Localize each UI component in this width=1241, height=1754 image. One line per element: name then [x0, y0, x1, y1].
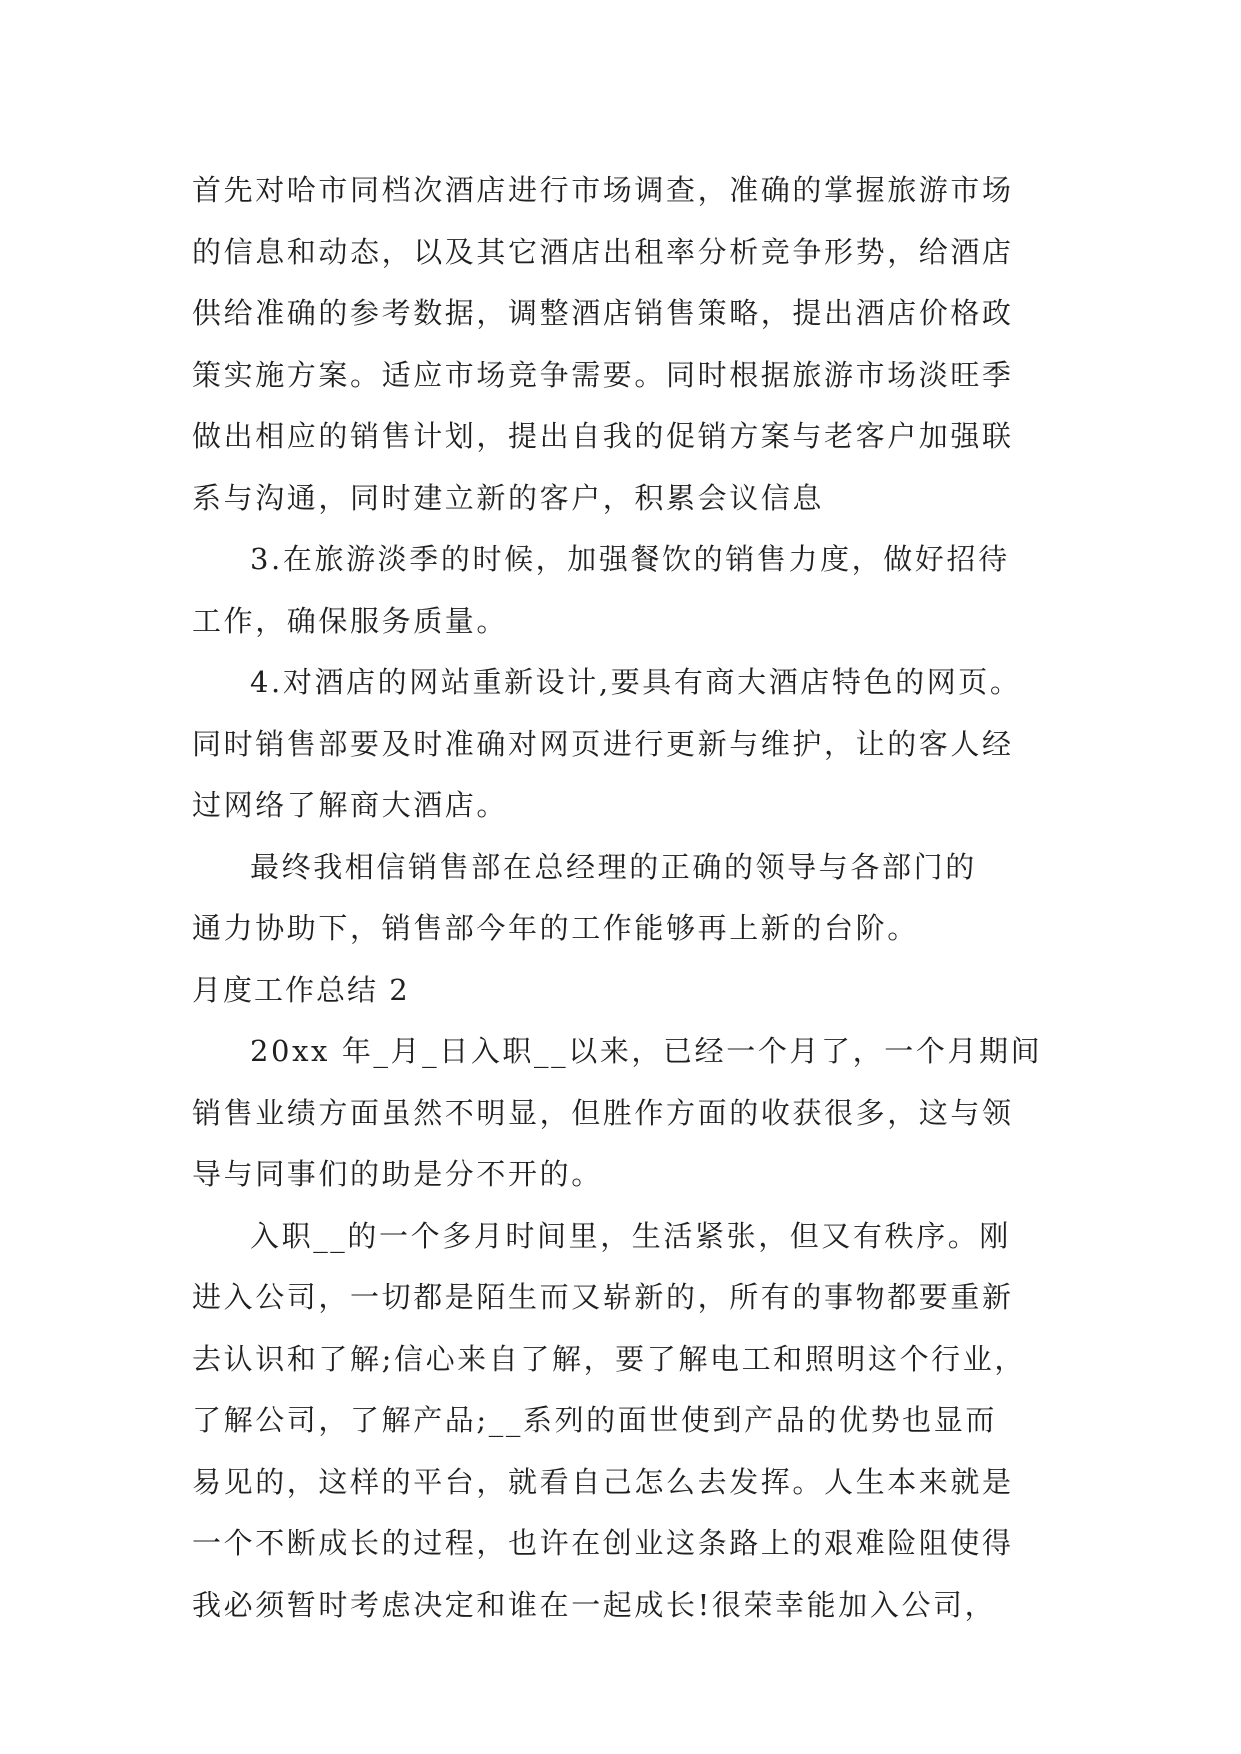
paragraph-start: 入职__的一个多月时间里，生活紧张，但又有秩序。刚 — [250, 1218, 1012, 1253]
body-line: 进入公司，一切都是陌生而又崭新的，所有的事物都要重新 — [192, 1280, 1014, 1314]
paragraph-start: 20xx 年_月_日入职__以来，已经一个月了，一个月期间 — [250, 1034, 1043, 1068]
body-line: 过网络了解商大酒店。 — [192, 788, 509, 822]
body-line: 策实施方案。适应市场竞争需要。同时根据旅游市场淡旺季 — [192, 357, 1014, 392]
body-line: 系与沟通，同时建立新的客户，积累会议信息 — [192, 480, 825, 515]
body-line: 通力协助下，销售部今年的工作能够再上新的台阶。 — [192, 911, 919, 945]
section-heading: 月度工作总结 2 — [192, 972, 410, 1007]
body-line: 首先对哈市同档次酒店进行市场调查，准确的掌握旅游市场 — [192, 173, 1014, 207]
body-line: 了解公司，了解产品;__系列的面世使到产品的优势也显而 — [192, 1403, 997, 1437]
body-line: 工作，确保服务质量。 — [192, 603, 509, 638]
body-line: 我必须暂时考虑决定和谁在一起成长!很荣幸能加入公司， — [192, 1587, 997, 1622]
body-line: 导与同事们的助是分不开的。 — [192, 1157, 603, 1191]
body-line: 供给准确的参考数据，调整酒店销售策略，提出酒店价格政 — [192, 296, 1014, 330]
list-item-3: 3.在旅游淡季的时候，加强餐饮的销售力度，做好招待 — [250, 542, 1010, 576]
body-line: 销售业绩方面虽然不明显，但胜作方面的收获很多，这与领 — [192, 1095, 1014, 1130]
body-line: 的信息和动态，以及其它酒店出租率分析竞争形势，给酒店 — [192, 234, 1014, 269]
body-line: 一个不断成长的过程，也许在创业这条路上的艰难险阻使得 — [192, 1526, 1014, 1560]
document-body — [192, 160, 1072, 1636]
list-item-4: 4.对酒店的网站重新设计,要具有商大酒店特色的网页。 — [250, 665, 1022, 699]
body-line: 同时销售部要及时准确对网页进行更新与维护，让的客人经 — [192, 726, 1014, 761]
body-line: 做出相应的销售计划，提出自我的促销方案与老客户加强联 — [192, 419, 1014, 453]
body-line: 易见的，这样的平台，就看自己怎么去发挥。人生本来就是 — [192, 1464, 1014, 1499]
body-line: 去认识和了解;信心来自了解，要了解电工和照明这个行业， — [192, 1341, 1026, 1376]
closing-paragraph: 最终我相信销售部在总经理的正确的领导与各部门的 — [250, 849, 977, 884]
